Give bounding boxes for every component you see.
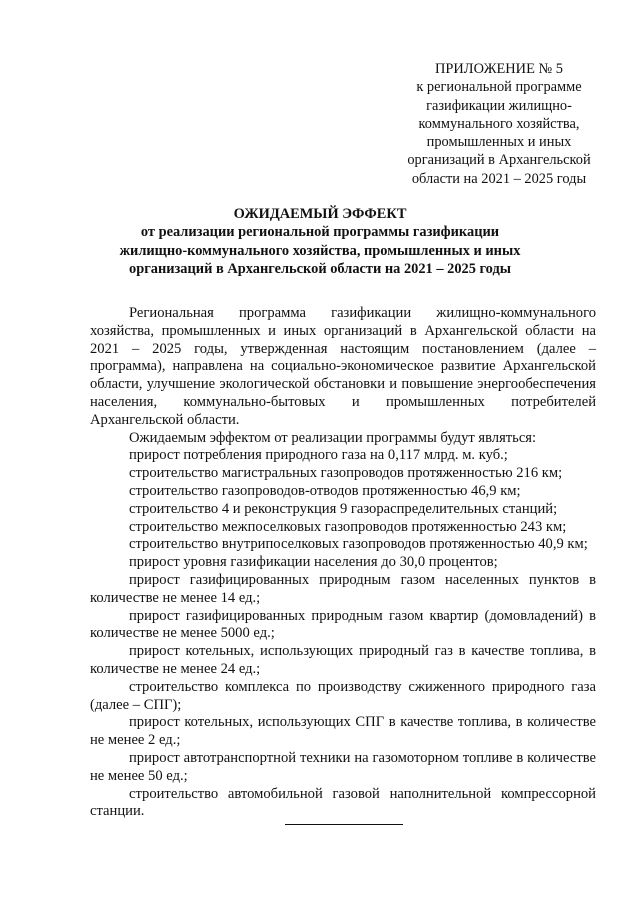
effect-item: строительство межпоселковых газопроводов протяженностью 243 км;: [129, 518, 567, 535]
effect-item: прирост автотранспортной техники на газомоторном топливе в количестве не менее 50 ед.;: [90, 749, 596, 784]
document-title: [60, 205, 580, 278]
appendix-line: коммунального хозяйства,: [418, 115, 580, 132]
appendix-line: организаций в Архангельской: [407, 152, 591, 169]
document-body: [90, 305, 596, 821]
effect-item: строительство комплекса по производству сжиженного природного газа (далее – СПГ);: [90, 678, 596, 713]
effect-item: строительство 4 и реконструкция 9 газораспределительных станций;: [129, 500, 558, 517]
title-line: организаций в Архангельской области на 2021 – 2025 годы: [129, 260, 511, 277]
effect-item: прирост газифицированных природным газом квартир (домовладений) в количестве не менее 5000 ед.;: [90, 607, 596, 642]
appendix-line: промышленных и иных: [426, 134, 572, 151]
appendix-line: к региональной программе: [416, 79, 582, 96]
effect-item: прирост потребления природного газа на 0,117 млрд. м. куб.;: [129, 447, 508, 464]
title-line: ОЖИДАЕМЫЙ ЭФФЕКТ: [233, 206, 407, 222]
effect-item: строительство газопроводов-отводов протяженностью 46,9 км;: [129, 482, 521, 499]
title-line: жилищно-коммунального хозяйства, промышленных и иных: [119, 242, 521, 259]
end-divider: [285, 824, 403, 825]
effect-item: прирост котельных, использующих СПГ в качестве топлива, в количестве не менее 2 ед.;: [90, 714, 596, 749]
effect-item: строительство внутрипоселковых газопроводов протяженностью 40,9 км;: [129, 536, 588, 553]
effect-item: прирост котельных, использующих природный газ в качестве топлива, в количестве не менее 24 ед.;: [90, 643, 596, 677]
effects-lead-paragraph: Ожидаемым эффектом от реализации программы будут являться:: [129, 429, 537, 446]
appendix-header: [388, 60, 610, 188]
appendix-line: ПРИЛОЖЕНИЕ № 5: [435, 61, 563, 77]
effect-item: строительство магистральных газопроводов протяженностью 216 км;: [129, 465, 563, 482]
appendix-line: области на 2021 – 2025 годы: [411, 170, 587, 187]
effect-item: прирост газифицированных природным газом населенных пунктов в количестве не менее 14 ед.;: [90, 571, 596, 606]
effect-item: строительство автомобильной газовой наполнительной компрессорной станции.: [90, 785, 596, 820]
title-line: от реализации региональной программы газификации: [140, 224, 500, 241]
effect-item: прирост уровня газификации населения до 30,0 процентов;: [129, 554, 498, 571]
appendix-line: газификации жилищно-: [426, 97, 572, 114]
intro-paragraph: Региональная программа газификации жилищно-коммунального хозяйства, промышленных и иных организаций в Архангельской области на 2021 – 2025 годы, утвержденная настоящим постановлением (далее – программа), направлена на социально-экономическое развитие Архангельской области, улучшение экологической обстановки и повышение энергообеспечения населения, коммунально-бытовых и промышленных потребителей Архангельской области.: [90, 305, 596, 428]
